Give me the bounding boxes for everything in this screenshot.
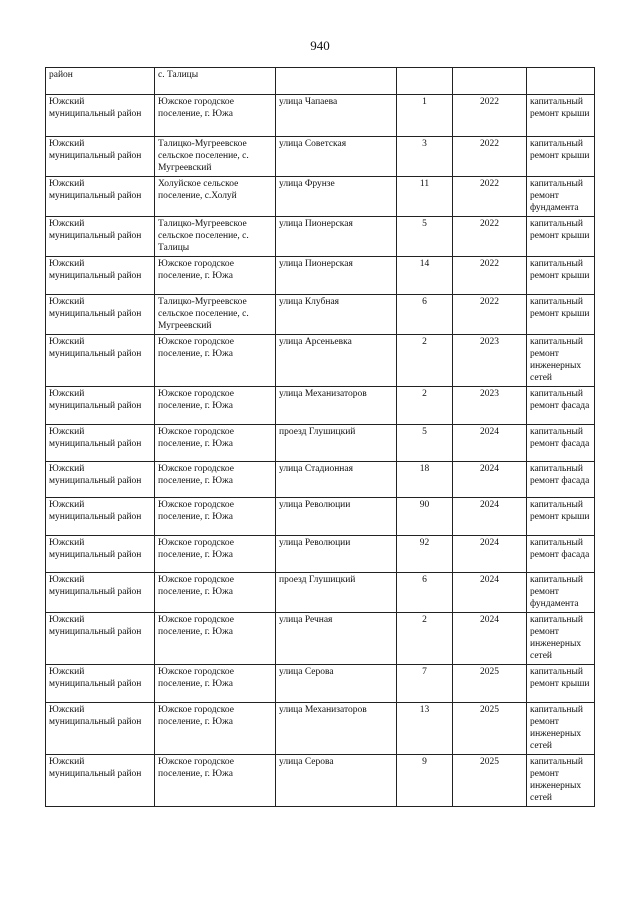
house-cell: 13 xyxy=(397,703,453,755)
street-cell: улица Революции xyxy=(276,536,397,573)
street-cell: улица Пионерская xyxy=(276,257,397,295)
house-cell: 2 xyxy=(397,387,453,425)
work-cell: капитальный ремонт крыши xyxy=(527,137,595,177)
work-cell: капитальный ремонт фундамента xyxy=(527,177,595,217)
year-cell: 2023 xyxy=(453,335,527,387)
work-cell: капитальный ремонт инженерных сетей xyxy=(527,335,595,387)
street-cell: улица Серова xyxy=(276,665,397,703)
table-row xyxy=(46,573,595,613)
district-cell: Южский муниципальный район xyxy=(46,295,155,335)
year-cell: 2024 xyxy=(453,573,527,613)
table-row xyxy=(46,295,595,335)
district-cell: Южский муниципальный район xyxy=(46,177,155,217)
settlement-cell: Южское городское поселение, г. Южа xyxy=(155,665,276,703)
settlement-cell: Южское городское поселение, г. Южа xyxy=(155,536,276,573)
district-cell: Южский муниципальный район xyxy=(46,217,155,257)
district-cell: Южский муниципальный район xyxy=(46,498,155,536)
district-cell: Южский муниципальный район xyxy=(46,257,155,295)
house-cell: 14 xyxy=(397,257,453,295)
house-cell: 5 xyxy=(397,425,453,462)
settlement-cell: Холуйское сельское поселение, с.Холуй xyxy=(155,177,276,217)
settlement-cell: Южское городское поселение, г. Южа xyxy=(155,257,276,295)
settlement-cell: Южское городское поселение, г. Южа xyxy=(155,498,276,536)
table-row xyxy=(46,425,595,462)
street-cell: проезд Глушицкий xyxy=(276,573,397,613)
settlement-cell: Южское городское поселение, г. Южа xyxy=(155,755,276,807)
settlement-cell: Южское городское поселение, г. Южа xyxy=(155,462,276,498)
street-cell: улица Пионерская xyxy=(276,217,397,257)
district-cell: Южский муниципальный район xyxy=(46,462,155,498)
year-cell: 2025 xyxy=(453,703,527,755)
table-row xyxy=(46,217,595,257)
house-cell: 6 xyxy=(397,573,453,613)
work-cell: капитальный ремонт крыши xyxy=(527,665,595,703)
street-cell: улица Механизаторов xyxy=(276,387,397,425)
table-row xyxy=(46,137,595,177)
house-cell: 5 xyxy=(397,217,453,257)
settlement-cell: Южское городское поселение, г. Южа xyxy=(155,703,276,755)
street-cell: проезд Глушицкий xyxy=(276,425,397,462)
table-row xyxy=(46,703,595,755)
year-cell: 2023 xyxy=(453,387,527,425)
house-cell: 9 xyxy=(397,755,453,807)
table-row xyxy=(46,665,595,703)
settlement-cell: Южское городское поселение, г. Южа xyxy=(155,95,276,137)
year-cell: 2024 xyxy=(453,462,527,498)
table-row xyxy=(46,462,595,498)
street-cell: улица Советская xyxy=(276,137,397,177)
street-cell: улица Чапаева xyxy=(276,95,397,137)
year-cell xyxy=(453,68,527,95)
district-cell: Южский муниципальный район xyxy=(46,95,155,137)
district-cell: Южский муниципальный район xyxy=(46,137,155,177)
table-row xyxy=(46,335,595,387)
table-row xyxy=(46,755,595,807)
work-cell: капитальный ремонт инженерных сетей xyxy=(527,613,595,665)
work-cell: капитальный ремонт инженерных сетей xyxy=(527,703,595,755)
street-cell xyxy=(276,68,397,95)
house-cell xyxy=(397,68,453,95)
work-cell: капитальный ремонт крыши xyxy=(527,95,595,137)
table-row xyxy=(46,177,595,217)
house-cell: 7 xyxy=(397,665,453,703)
district-cell: Южский муниципальный район xyxy=(46,665,155,703)
street-cell: улица Серова xyxy=(276,755,397,807)
house-cell: 3 xyxy=(397,137,453,177)
district-cell: Южский муниципальный район xyxy=(46,573,155,613)
work-cell xyxy=(527,68,595,95)
page-number: 940 xyxy=(310,38,330,53)
house-cell: 11 xyxy=(397,177,453,217)
house-cell: 92 xyxy=(397,536,453,573)
work-cell: капитальный ремонт фундамента xyxy=(527,573,595,613)
settlement-cell: Южское городское поселение, г. Южа xyxy=(155,335,276,387)
year-cell: 2024 xyxy=(453,613,527,665)
work-cell: капитальный ремонт фасада xyxy=(527,536,595,573)
district-cell: Южский муниципальный район xyxy=(46,536,155,573)
table-row xyxy=(46,257,595,295)
year-cell: 2025 xyxy=(453,665,527,703)
year-cell: 2022 xyxy=(453,257,527,295)
table-row xyxy=(46,613,595,665)
street-cell: улица Революции xyxy=(276,498,397,536)
district-cell: район xyxy=(46,68,155,95)
year-cell: 2022 xyxy=(453,217,527,257)
settlement-cell: Южское городское поселение, г. Южа xyxy=(155,425,276,462)
settlement-cell: Талицко-Мугреевское сельское поселение, с. Мугреевский xyxy=(155,295,276,335)
year-cell: 2022 xyxy=(453,295,527,335)
house-cell: 2 xyxy=(397,335,453,387)
house-cell: 90 xyxy=(397,498,453,536)
year-cell: 2024 xyxy=(453,425,527,462)
work-cell: капитальный ремонт фасада xyxy=(527,462,595,498)
year-cell: 2022 xyxy=(453,137,527,177)
work-cell: капитальный ремонт крыши xyxy=(527,498,595,536)
district-cell: Южский муниципальный район xyxy=(46,613,155,665)
work-cell: капитальный ремонт инженерных сетей xyxy=(527,755,595,807)
work-cell: капитальный ремонт крыши xyxy=(527,257,595,295)
work-cell: капитальный ремонт крыши xyxy=(527,217,595,257)
work-cell: капитальный ремонт крыши xyxy=(527,295,595,335)
year-cell: 2025 xyxy=(453,755,527,807)
district-cell: Южский муниципальный район xyxy=(46,703,155,755)
year-cell: 2024 xyxy=(453,536,527,573)
table-row xyxy=(46,536,595,573)
year-cell: 2022 xyxy=(453,95,527,137)
table-row xyxy=(46,387,595,425)
district-cell: Южский муниципальный район xyxy=(46,755,155,807)
house-cell: 1 xyxy=(397,95,453,137)
street-cell: улица Речная xyxy=(276,613,397,665)
settlement-cell: Талицко-Мугреевское сельское поселение, с. Талицы xyxy=(155,217,276,257)
house-cell: 2 xyxy=(397,613,453,665)
table-row xyxy=(46,95,595,137)
settlement-cell: Южское городское поселение, г. Южа xyxy=(155,573,276,613)
year-cell: 2024 xyxy=(453,498,527,536)
street-cell: улица Клубная xyxy=(276,295,397,335)
registry-table xyxy=(45,67,595,807)
house-cell: 18 xyxy=(397,462,453,498)
table-row xyxy=(46,498,595,536)
work-cell: капитальный ремонт фасада xyxy=(527,387,595,425)
year-cell: 2022 xyxy=(453,177,527,217)
street-cell: улица Механизаторов xyxy=(276,703,397,755)
settlement-cell: Южское городское поселение, г. Южа xyxy=(155,387,276,425)
district-cell: Южский муниципальный район xyxy=(46,335,155,387)
street-cell: улица Арсеньевка xyxy=(276,335,397,387)
settlement-cell: Южское городское поселение, г. Южа xyxy=(155,613,276,665)
district-cell: Южский муниципальный район xyxy=(46,387,155,425)
work-cell: капитальный ремонт фасада xyxy=(527,425,595,462)
settlement-cell: Талицко-Мугреевское сельское поселение, с. Мугреевский xyxy=(155,137,276,177)
street-cell: улица Стадионная xyxy=(276,462,397,498)
house-cell: 6 xyxy=(397,295,453,335)
street-cell: улица Фрунзе xyxy=(276,177,397,217)
table-row-partial xyxy=(46,68,595,95)
settlement-cell: с. Талицы xyxy=(155,68,276,95)
district-cell: Южский муниципальный район xyxy=(46,425,155,462)
